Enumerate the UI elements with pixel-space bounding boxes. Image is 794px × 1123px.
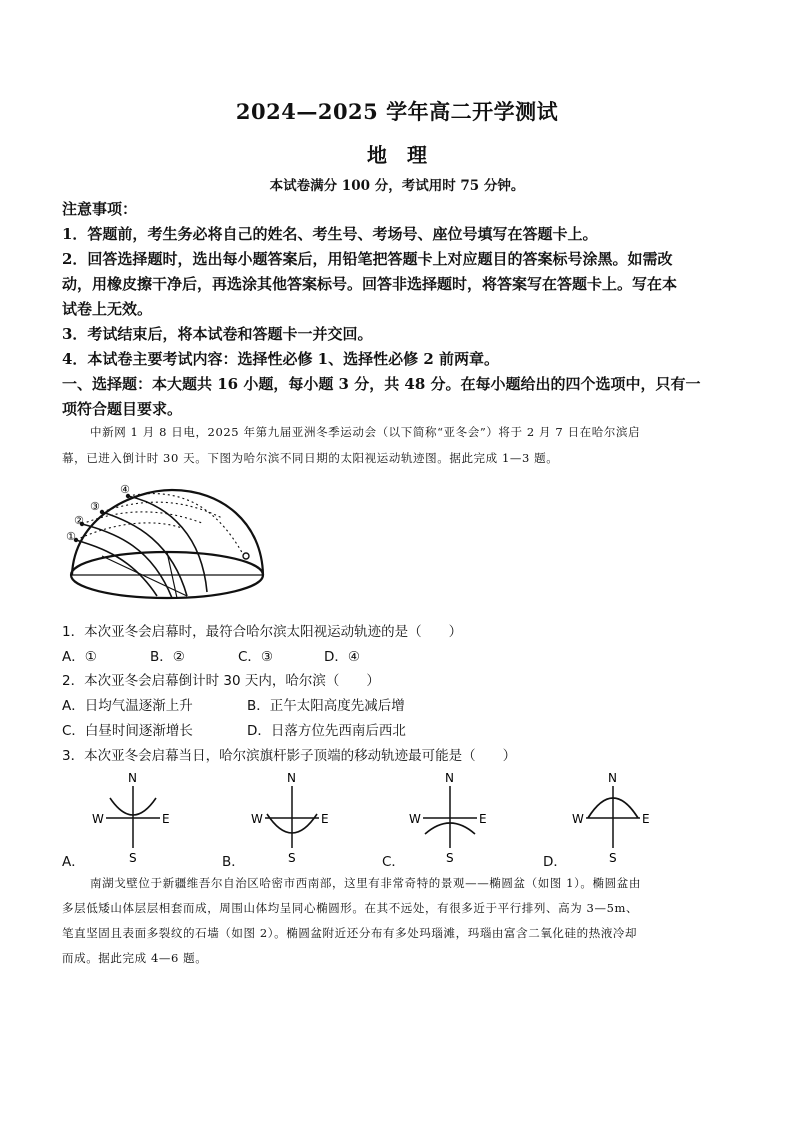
q1-option-c[interactable]: C．③ — [238, 649, 274, 665]
q3-diagram-c — [405, 770, 495, 865]
q3-option-b[interactable]: B． — [222, 854, 245, 870]
q1-option-d[interactable]: D．④ — [324, 649, 360, 665]
subject-title: 地 理 — [367, 143, 427, 167]
q2-option-a[interactable]: A．日均气温逐渐上升 — [62, 698, 193, 714]
q3-option-d[interactable]: D． — [543, 854, 567, 870]
compass-n: N — [608, 771, 617, 785]
note-item-2-end: 试卷上无效。 — [62, 300, 153, 318]
path-label-3: ③ — [90, 500, 100, 513]
notes-heading: 注意事项： — [62, 200, 138, 218]
path-label-1: ① — [66, 530, 76, 543]
note-item-4: 4．本试卷主要考试内容：选择性必修 1、选择性必修 2 前两章。 — [62, 350, 499, 368]
exam-title: 2024—2025 学年高二开学测试 — [235, 99, 559, 124]
compass-w: W — [251, 812, 263, 826]
compass-s: S — [288, 851, 296, 865]
note-item-1: 1．答题前，考生务必将自己的姓名、考生号、考场号、座位号填写在答题卡上。 — [62, 225, 598, 243]
compass-s: S — [129, 851, 137, 865]
compass-w: W — [409, 812, 421, 826]
passage1-line2: 幕，已进入倒计时 30 天。下图为哈尔滨不同日期的太阳视运动轨迹图。据此完成 1—3 题。 — [62, 451, 559, 465]
q2-option-d[interactable]: D．日落方位先西南后西北 — [247, 723, 406, 739]
passage2-line1: 南湖戈壁位于新疆维吾尔自治区哈密市西南部，这里有非常奇特的景观——椭圆盆（如图 1）。椭圆盆由 — [90, 876, 641, 890]
note-item-2: 2．回答选择题时，选出每小题答案后，用铅笔把答题卡上对应题目的答案标号涂黑。如需改 — [62, 250, 673, 268]
compass-e: E — [642, 812, 650, 826]
q3-stem: 3．本次亚冬会启幕当日，哈尔滨旗杆影子顶端的移动轨迹最可能是（ ） — [62, 748, 517, 764]
sun-path-diagram — [62, 478, 272, 613]
section-heading: 一、选择题：本大题共 16 小题，每小题 3 分，共 48 分。在每小题给出的四个选项中，只有一 — [62, 375, 701, 393]
q1-option-b[interactable]: B．② — [150, 649, 185, 665]
section-heading-cont: 项符合题目要求。 — [62, 400, 183, 418]
passage2-line3: 笔直坚固且表面多裂纹的石墙（如图 2）。椭圆盆附近还分布有多处玛瑙滩，玛瑙由富含二氧化硅的热液冷却 — [62, 926, 638, 940]
q1-option-a[interactable]: A．① — [62, 649, 97, 665]
compass-n: N — [445, 771, 454, 785]
compass-w: W — [572, 812, 584, 826]
q3-diagram-b — [247, 770, 337, 865]
compass-e: E — [162, 812, 170, 826]
passage1-line1: 中新网 1 月 8 日电，2025 年第九届亚洲冬季运动会（以下简称“亚冬会”）将于 2 月 7 日在哈尔滨启 — [90, 425, 641, 439]
q2-option-c[interactable]: C．白昼时间逐渐增长 — [62, 723, 193, 739]
compass-n: N — [287, 771, 296, 785]
compass-e: E — [479, 812, 487, 826]
q3-option-a[interactable]: A． — [62, 854, 85, 870]
passage2-line4: 而成。据此完成 4—6 题。 — [62, 951, 208, 965]
q3-option-c[interactable]: C． — [382, 854, 405, 870]
score-line: 本试卷满分 100 分，考试用时 75 分钟。 — [269, 178, 525, 194]
q3-diagram-d — [568, 770, 658, 865]
q2-stem: 2．本次亚冬会启幕倒计时 30 天内，哈尔滨（ ） — [62, 673, 380, 689]
q3-diagram-a — [88, 770, 178, 865]
note-item-2-cont: 动，用橡皮擦干净后，再选涂其他答案标号。回答非选择题时，将答案写在答题卡上。写在本 — [62, 275, 678, 293]
note-item-3: 3．考试结束后，将本试卷和答题卡一并交回。 — [62, 325, 373, 343]
compass-s: S — [446, 851, 454, 865]
compass-w: W — [92, 812, 104, 826]
path-label-4: ④ — [120, 483, 130, 496]
passage2-line2: 多层低矮山体层层相套而成，周围山体均呈同心椭圆形。在其不远处，有很多近于平行排列、高为 3—5m、 — [62, 901, 639, 915]
compass-e: E — [321, 812, 329, 826]
path-label-2: ② — [74, 514, 84, 527]
compass-s: S — [609, 851, 617, 865]
q2-option-b[interactable]: B．正午太阳高度先减后增 — [247, 698, 405, 714]
compass-n: N — [128, 771, 137, 785]
q1-stem: 1．本次亚冬会启幕时，最符合哈尔滨太阳视运动轨迹的是（ ） — [62, 624, 463, 640]
